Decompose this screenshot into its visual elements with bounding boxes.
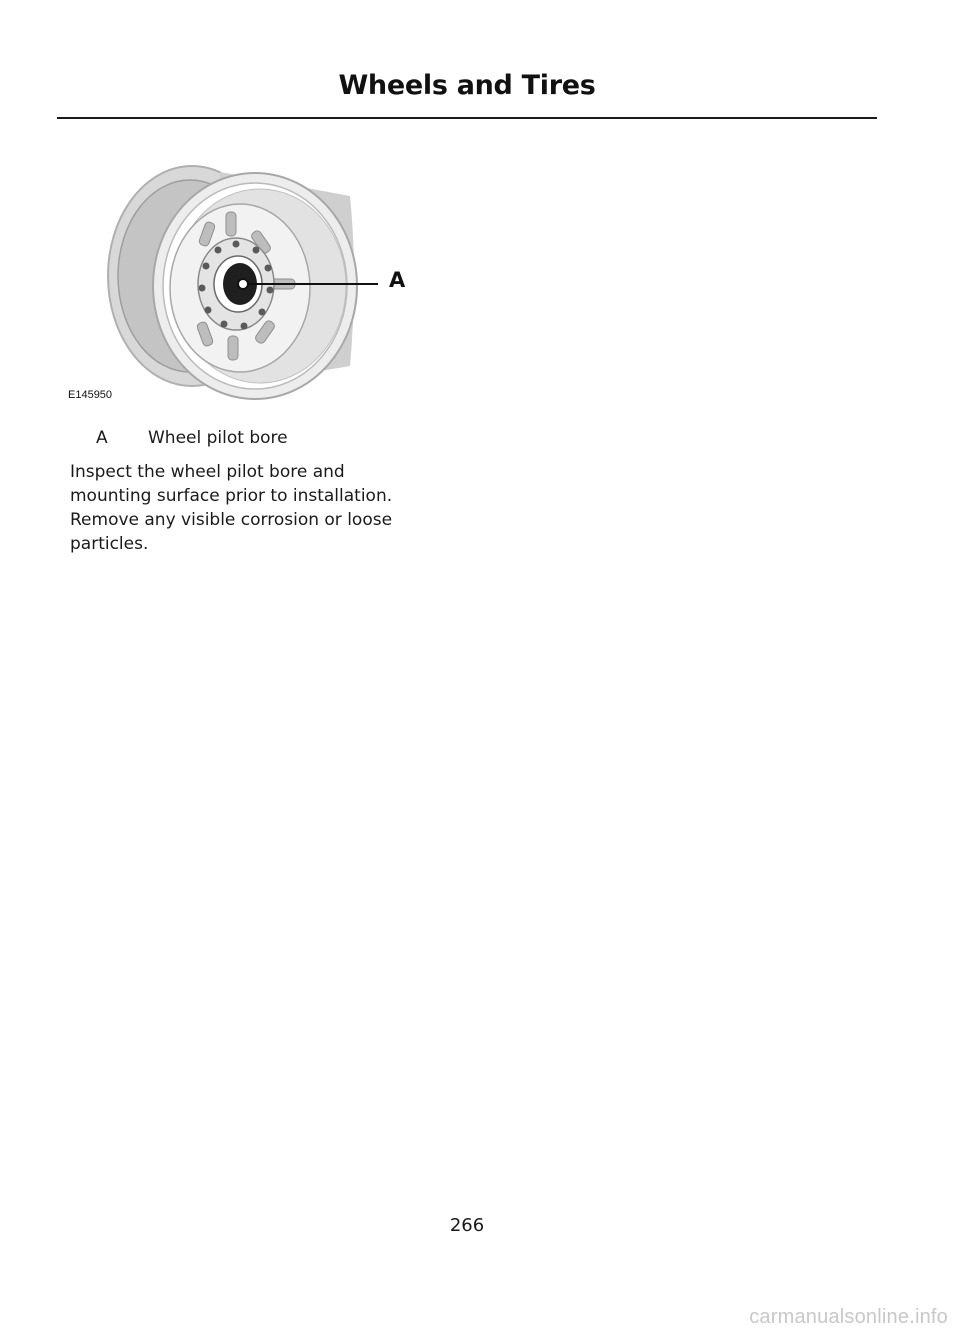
- wheel-illustration: [60, 160, 430, 410]
- header-divider: [57, 117, 877, 119]
- callout-label-a: A: [389, 268, 406, 292]
- page-title: Wheels and Tires: [338, 70, 596, 101]
- figure-code: E145950: [68, 389, 113, 401]
- body-paragraph: Inspect the wheel pilot bore and mounting surface prior to installation. Remove any visible corrosion or loose particles.: [70, 462, 393, 554]
- watermark: carmanualsonline.info: [749, 1306, 948, 1328]
- legend-text: Wheel pilot bore: [148, 428, 288, 448]
- page-number: 266: [449, 1215, 485, 1236]
- wheel-drawing: [60, 160, 430, 410]
- legend-key: A: [96, 428, 108, 448]
